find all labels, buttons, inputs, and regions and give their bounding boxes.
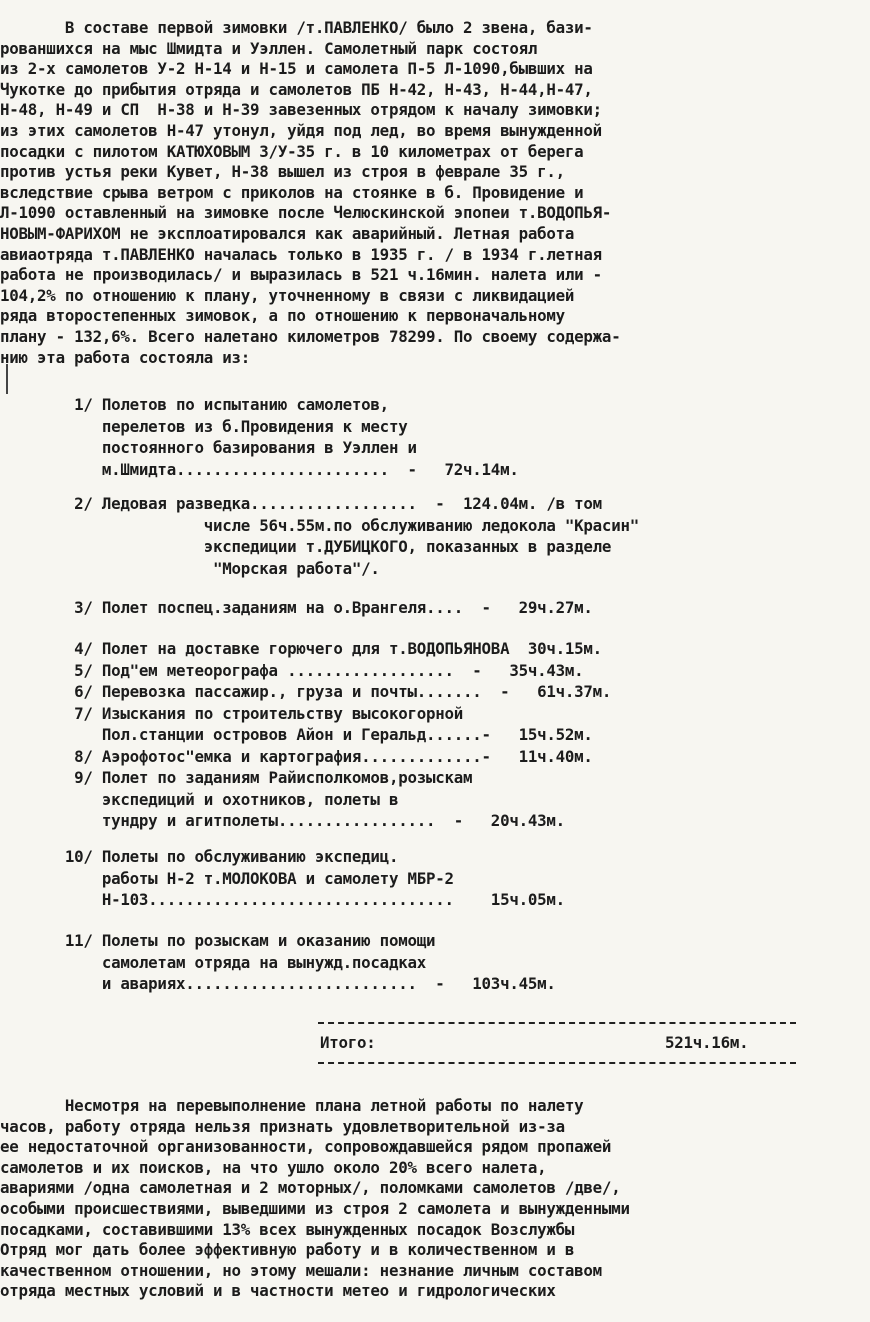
text-line: 9/ Полет по заданиям Райисполкомов,розыскам [0,768,473,787]
list-item [0,394,519,480]
text-line: "Морская работа"/. [0,558,380,578]
text-line: экспедиций и охотников, полеты в [0,789,399,809]
text-line: 5/ Под"ем метеорографа .................. - 35ч.43м. [0,660,584,680]
text-line: самолетов и их поисков, на что ушло около 20% всего налета, [0,1157,547,1177]
text-line: В составе первой зимовки /т.ПАВЛЕНКО/ было 2 звена, бази- [0,18,593,37]
text-line: ряда второстепенных зимовок, а по отношению к первоначальному [0,306,565,326]
text-line: отряда местных условий и в частности метео и гидрологических [0,1281,556,1301]
total-label: Итого: [320,1033,376,1052]
text-line: 11/ Полеты по розыскам и оказанию помощи [0,931,436,950]
text-line: из этих самолетов Н-47 утонул, уйдя под лед, во время вынужденной [0,120,602,140]
text-line: вследствие срыва ветром с приколов на стоянке в б. Провидение и [0,182,584,202]
text-line: 1/ Полетов по испытанию самолетов, [0,395,389,414]
intro-paragraph [0,18,620,368]
text-line: против устья реки Кувет, Н-38 вышел из строя в феврале 35 г., [0,162,565,182]
list-item [0,493,639,579]
text-line: Н-48, Н-49 и СП Н-38 и Н-39 завезенных отрядом к началу зимовки; [0,100,602,120]
total-value: 521ч.16м. [665,1033,749,1052]
text-line: м.Шмидта....................... - 72ч.14м. [0,459,519,479]
text-line: рованшихся на мыс Шмидта и Уэллен. Самолетный парк состоял [0,38,538,58]
text-line: 8/ Аэрофотос"емка и картография.............- 11ч.40м. [0,746,593,766]
divider [318,1062,796,1064]
text-line: нию эта работа состояла из: [0,347,251,367]
text-line: 104,2% по отношению к плану, уточненному в связи с ликвидацией [0,285,575,305]
text-line: Отряд мог дать более эффективную работу и в количественном и в [0,1240,575,1260]
text-line: 2/ Ледовая разведка.................. - 124.04м. /в том [0,494,602,513]
text-line: авиаотряда т.ПАВЛЕНКО началась только в 1935 г. / в 1934 г.летная [0,244,602,264]
text-line: из 2-х самолетов У-2 Н-14 и Н-15 и самолета П-5 Л-1090,бывших на [0,59,593,79]
text-line: экспедиции т.ДУБИЦКОГО, показанных в разделе [0,537,612,556]
margin-mark [6,364,8,394]
text-line: Несмотря на перевыполнение плана летной работы по налету [0,1096,584,1115]
text-line: Л-1090 оставленный на зимовке после Челюскинской эпопеи т.ВОДОПЬЯ- [0,203,612,223]
text-line: тундру и агитполеты................. - 20ч.43м. [0,811,565,830]
text-line: качественном отношении, но этому мешали: незнание личным составом [0,1260,602,1280]
text-line: работы Н-2 т.МОЛОКОВА и самолету МБР-2 [0,868,454,888]
text-line: перелетов из б.Провидения к месту [0,416,408,436]
text-line: авариями /одна самолетная и 2 моторных/, поломками самолетов /две/, [0,1178,621,1198]
text-line: самолетам отряда на вынужд.посадках [0,952,426,972]
text-line: постоянного базирования в Уэллен и [0,438,417,457]
list-item [0,930,556,995]
text-line: Н-103................................. 15ч.05м. [0,890,565,909]
text-line: 7/ Изыскания по строительству высокогорной [0,703,464,723]
text-line: НОВЫМ-ФАРИХОМ не эксплоатировался как аварийный. Летная работа [0,223,575,243]
text-line: часов, работу отряда нельзя признать удовлетворительной из-за [0,1116,565,1136]
text-line: ее недостаточной организованности, сопровождавшейся рядом пропажей [0,1137,612,1157]
text-line: плану - 132,6%. Всего налетано километров 78299. По своему содержа- [0,326,621,346]
divider [318,1022,796,1024]
text-line: и авариях......................... - 103ч.45м. [0,974,556,993]
text-line: 6/ Перевозка пассажир., груза и почты....... - 61ч.37м. [0,682,612,701]
text-line: Пол.станции островов Айон и Геральд......- 15ч.52м. [0,725,593,744]
closing-paragraph [0,1096,630,1302]
text-line: числе 56ч.55м.по обслуживанию ледокола "Красин" [0,515,639,535]
text-line: 4/ Полет на доставке горючего для т.ВОДОПЬЯНОВА 30ч.15м. [0,639,602,658]
text-line: посадками, составившими 13% всех вынужденных посадок Возслужбы [0,1219,575,1239]
text-line: особыми происшествиями, выведшими из строя 2 самолета и вынужденными [0,1198,630,1218]
text-line: работа не производилась/ и выразилась в 521 ч.16мин. налета или - [0,265,602,285]
text-line: 3/ Полет поспец.заданиям на о.Врангеля.... - 29ч.27м. [0,598,593,617]
list-item [0,846,565,911]
list-item [0,638,611,832]
text-line: Чукотке до прибытия отряда и самолетов ПБ Н-42, Н-43, Н-44,Н-47, [0,79,593,99]
text-line: 10/ Полеты по обслуживанию экспедиц. [0,847,399,866]
text-line: посадки с пилотом КАТЮХОВЫМ 3/У-35 г. в 10 километрах от берега [0,141,584,161]
list-item [0,597,593,619]
